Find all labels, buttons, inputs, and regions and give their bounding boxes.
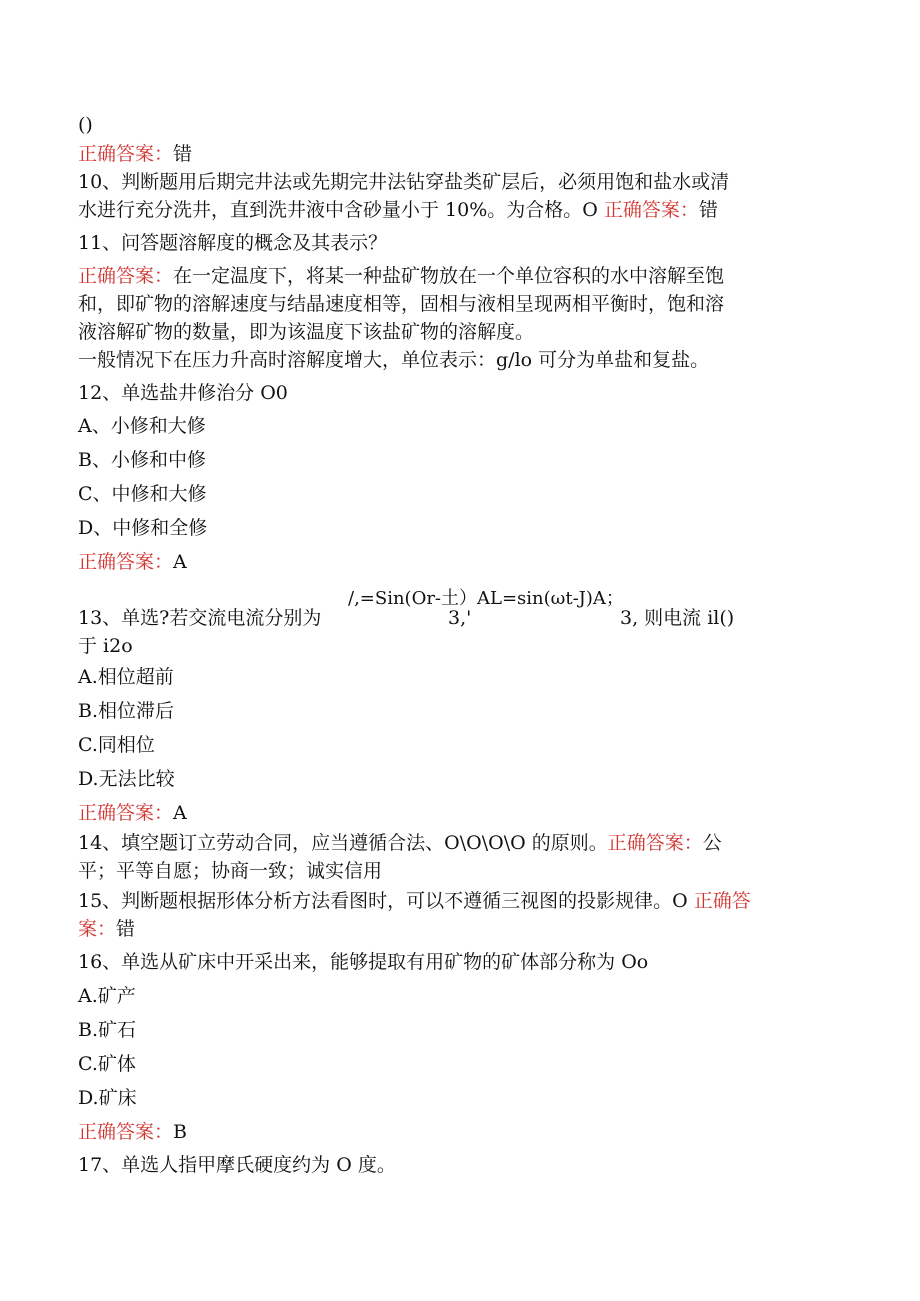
- answer-line: 正确答案：错: [78, 143, 193, 165]
- question-13-fraction: 3,': [448, 607, 472, 629]
- answer-12: 正确答案：A: [78, 551, 187, 573]
- answer-label: 正确答案：: [78, 551, 174, 573]
- paren-line: (): [78, 114, 93, 136]
- option-16-a: A.矿产: [78, 985, 136, 1007]
- answer-label: 正确答案：: [603, 199, 699, 221]
- question-13-tail: 3, 则电流 il(): [620, 607, 735, 629]
- answer-11-line-3: 液溶解矿物的数量，即为该温度下该盐矿物的溶解度。: [78, 321, 535, 343]
- option-13-a: A.相位超前: [78, 666, 174, 688]
- question-15-line-2: 案：错: [78, 918, 136, 940]
- answer-label: 正确答案：: [78, 1121, 174, 1143]
- option-12-b: B、小修和中修: [78, 449, 206, 471]
- answer-11-line-1: 正确答案：在一定温度下，将某一种盐矿物放在一个单位容积的水中溶解至饱: [78, 265, 725, 287]
- formula-line: /,=Sin(Or-土）AL=sin(ωt-J)A；: [348, 588, 624, 609]
- option-13-c: C.同相位: [78, 734, 155, 756]
- answer-label: 正确答案：: [78, 143, 174, 165]
- question-10-line-2: 水进行充分洗井，直到洗井液中含砂量小于 10%。为合格。O 正确答案：错: [78, 199, 718, 221]
- answer-11-line-4: 一般情况下在压力升高时溶解度增大，单位表示：g/lo 可分为单盐和复盐。: [78, 349, 710, 371]
- question-10-line-1: 10、判断题用后期完井法或先期完井法钻穿盐类矿层后，必须用饱和盐水或清: [78, 171, 730, 193]
- option-12-d: D、中修和全修: [78, 517, 208, 539]
- answer-13: 正确答案：A: [78, 802, 187, 824]
- question-12: 12、单选盐井修治分 O0: [78, 382, 288, 404]
- answer-16: 正确答案：B: [78, 1121, 187, 1143]
- answer-11-line-2: 和，即矿物的溶解速度与结晶速度相等，固相与液相呈现两相平衡时，饱和溶: [78, 293, 725, 315]
- question-15-line-1: 15、判断题根据形体分析方法看图时，可以不遵循三视图的投影规律。O 正确答: [78, 890, 751, 912]
- answer-label: 正确答案：: [78, 802, 174, 824]
- option-12-c: C、中修和大修: [78, 483, 207, 505]
- question-14-line-1: 14、填空题订立劳动合同，应当遵循合法、O\O\O\O 的原则。正确答案：公: [78, 832, 722, 854]
- question-16: 16、单选从矿床中开采出来，能够提取有用矿物的矿体部分称为 Oo: [78, 951, 649, 973]
- option-16-c: C.矿体: [78, 1053, 136, 1075]
- option-13-d: D.无法比较: [78, 768, 175, 790]
- option-16-b: B.矿石: [78, 1019, 137, 1041]
- option-13-b: B.相位滞后: [78, 700, 175, 722]
- question-13-line-2: 于 i2o: [78, 635, 133, 657]
- option-16-d: D.矿床: [78, 1087, 137, 1109]
- question-11: 11、问答题溶解度的概念及其表示？: [78, 232, 388, 254]
- answer-label: 正确答案：: [78, 265, 174, 287]
- question-17: 17、单选人指甲摩氏硬度约为 O 度。: [78, 1154, 396, 1176]
- question-14-line-2: 平；平等自愿；协商一致；诚实信用: [78, 860, 383, 882]
- answer-label: 正确答案：: [607, 832, 703, 854]
- option-12-a: A、小修和大修: [78, 415, 206, 437]
- question-13-text: 13、单选?若交流电流分别为: [78, 607, 322, 629]
